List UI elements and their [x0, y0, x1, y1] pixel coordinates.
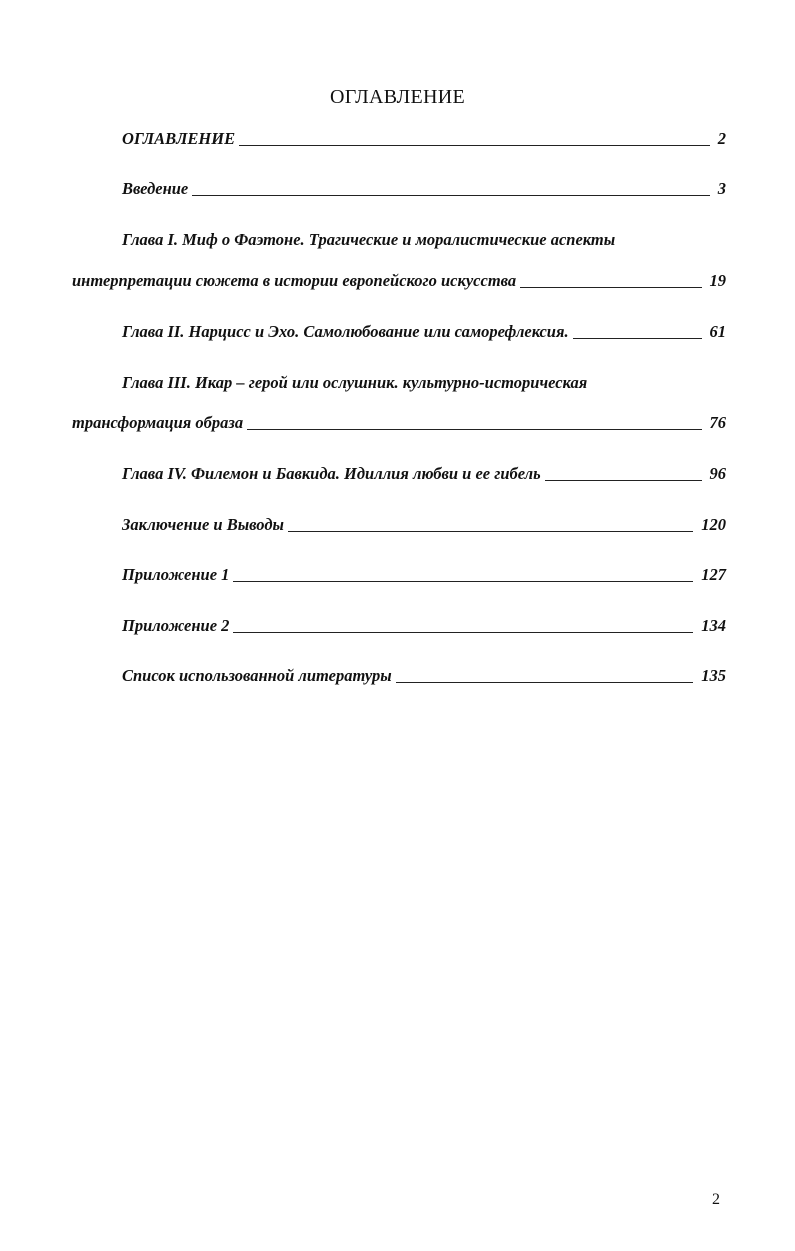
toc-entry-page: 134: [701, 616, 726, 635]
toc-entry-label: Список использованной литературы: [122, 666, 392, 685]
toc-entry-chapter-3-line1[interactable]: Глава III. Икар – герой или ослушник. культурно-историческая: [122, 373, 588, 392]
toc-entry-introduction[interactable]: [122, 179, 726, 199]
leader-line: [233, 580, 693, 582]
toc-entry-label: интерпретации сюжета в истории европейского искусства: [72, 271, 517, 290]
leader-line: [239, 144, 710, 146]
leader-line: [288, 530, 693, 532]
toc-entry-page: 120: [701, 515, 726, 534]
leader-line: [192, 194, 709, 196]
toc-entry-chapter-1-line1[interactable]: Глава I. Миф о Фаэтоне. Трагические и моралистические аспекты: [122, 230, 616, 249]
toc-entry-label: Глава IV. Филемон и Бавкида. Идиллия любви и ее гибель: [122, 464, 541, 483]
toc-entry-bibliography[interactable]: [122, 666, 726, 686]
toc-entry-page: 3: [717, 179, 726, 198]
toc-entry-appendix-2[interactable]: [122, 616, 726, 636]
toc-entry-label: Введение: [122, 179, 189, 198]
toc-entry-chapter-3[interactable]: [72, 413, 726, 433]
page-title: ОГЛАВЛЕНИЕ: [330, 86, 465, 108]
page-number: 2: [712, 1191, 720, 1208]
toc-entry-page: 96: [709, 464, 726, 483]
leader-line: [247, 428, 701, 430]
leader-line: [396, 681, 694, 683]
toc-entry-label: Приложение 1: [122, 565, 230, 584]
toc-entry-chapter-2[interactable]: [122, 322, 726, 342]
leader-line: [573, 337, 702, 339]
toc-entry-label: Приложение 2: [122, 616, 230, 635]
toc-entry-label: трансформация образа: [72, 413, 244, 432]
toc-entry-page: 127: [701, 565, 726, 584]
leader-line: [520, 286, 701, 288]
toc-entry-page: 61: [709, 322, 726, 341]
toc-entry-page: 76: [709, 413, 726, 432]
leader-line: [545, 479, 702, 481]
toc-entry-page: 2: [717, 129, 726, 148]
toc-entry-appendix-1[interactable]: [122, 565, 726, 585]
toc-entry-label: Глава II. Нарцисс и Эхо. Самолюбование или саморефлексия.: [122, 322, 569, 341]
toc-entry-chapter-1[interactable]: [72, 271, 726, 291]
leader-line: [233, 631, 693, 633]
toc-entry-label: Заключение и Выводы: [122, 515, 284, 534]
toc-entry-chapter-4[interactable]: [122, 464, 726, 484]
toc-entry-page: 135: [701, 666, 726, 685]
toc-entry-contents[interactable]: [122, 129, 726, 149]
toc-entry-conclusion[interactable]: [122, 515, 726, 535]
toc-entry-label: ОГЛАВЛЕНИЕ: [122, 129, 236, 148]
toc-entry-page: 19: [709, 271, 726, 290]
